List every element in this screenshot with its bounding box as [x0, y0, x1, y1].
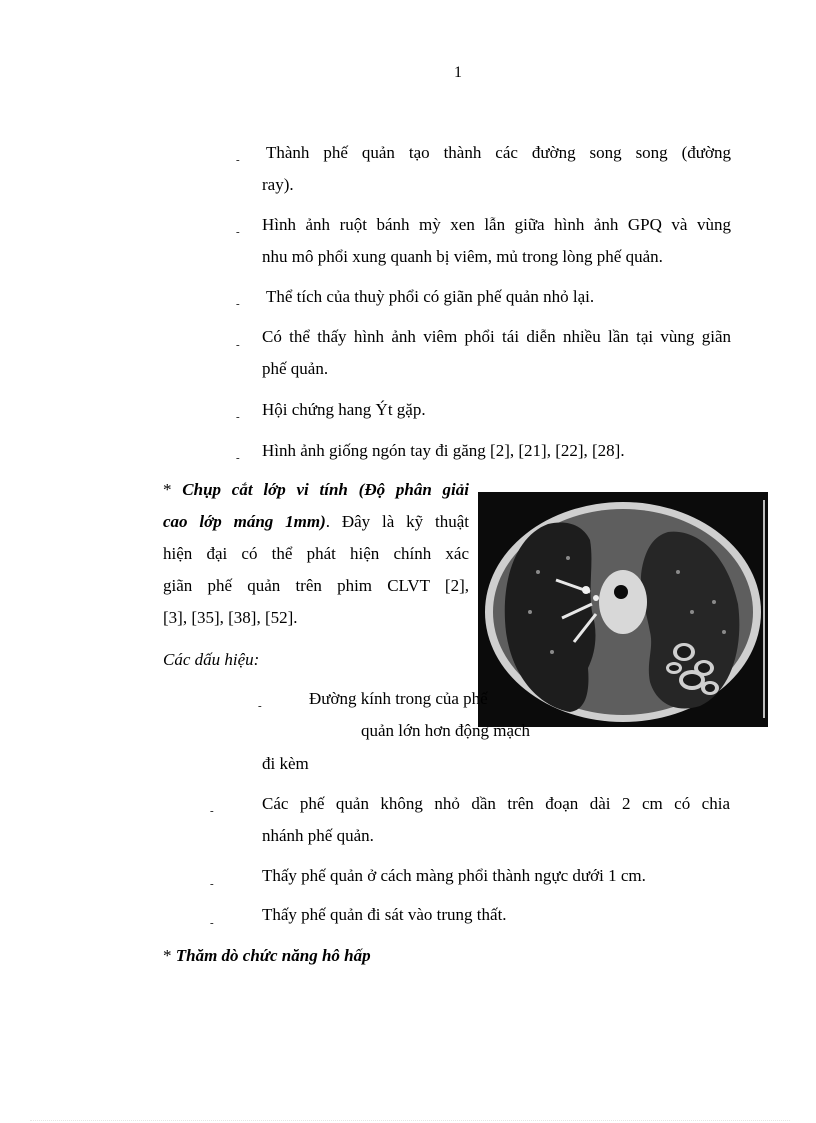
bullet-dash: -: [258, 700, 262, 712]
bullet-text-line: phế quản.: [262, 359, 329, 378]
bullet-text-line: Hội chứng hang Ýt gặp.: [262, 400, 426, 419]
bullet-text-line: nhu mô phổi xung quanh bị viêm, mủ trong lòng phế quản.: [262, 247, 663, 266]
sign-text-line: Thấy phế quản đi sát vào trung thất.: [262, 905, 507, 924]
sign-text-line: Thấy phế quản ở cách màng phổi thành ngực dưới 1 cm.: [262, 866, 646, 885]
bullet-dash: -: [236, 154, 240, 166]
hrct-heading-part2: cao lớp máng 1mm): [163, 512, 326, 531]
bullet-dash: -: [210, 805, 214, 817]
sign-text-line: quản lớn hơn động mạch: [361, 721, 531, 740]
bullet-dash: -: [236, 226, 240, 238]
bullet-text-line: Hình ảnh ruột bánh mỳ xen lẫn giữa hình ảnh GPQ và vùng: [262, 215, 731, 234]
bullet-text-line: ray).: [262, 175, 294, 194]
bullet-dash: -: [210, 878, 214, 890]
section-heading-text: Thăm dò chức năng hô hấp: [175, 946, 371, 965]
asterisk: *: [163, 946, 172, 965]
hrct-text-line: hiện đại có thể phát hiện chính xác: [163, 544, 469, 563]
bullet-dash: -: [236, 339, 240, 351]
sign-text-line: đi kèm: [262, 754, 309, 773]
section-heading: [163, 946, 371, 966]
sign-text-line: Đường kính trong của phế: [309, 689, 488, 708]
bullet-text-line: Thể tích của thuỳ phổi có giãn phế quản nhỏ lại.: [266, 287, 595, 306]
hrct-heading-line: [163, 480, 469, 500]
hrct-text-line: giãn phế quản trên phim CLVT [2],: [163, 576, 469, 595]
hrct-text-line: [163, 512, 469, 532]
asterisk: *: [163, 480, 172, 499]
bullet-dash: -: [236, 452, 240, 464]
page-number: 1: [454, 64, 462, 81]
hrct-text-rest: . Đây là kỹ thuật: [325, 512, 469, 531]
bullet-text-line: Hình ảnh giống ngón tay đi găng [2], [21], [22], [28].: [262, 441, 625, 460]
hrct-heading-part1: Chụp cắt lớp vi tính (Độ phân giải: [182, 480, 470, 499]
hrct-text-line: [3], [35], [38], [52].: [163, 608, 298, 627]
bullet-dash: -: [236, 298, 240, 310]
ct-scan-image: [478, 492, 768, 727]
sign-text-line: Các phế quản không nhỏ dần trên đoạn dài 2 cm có chia: [262, 794, 730, 813]
bottom-divider: [30, 1120, 790, 1121]
sign-text-line: nhánh phế quản.: [262, 826, 374, 845]
bullet-dash: -: [210, 917, 214, 929]
signs-label: Các dấu hiệu:: [163, 650, 260, 669]
bullet-text-line: Thành phế quản tạo thành các đường song song (đường: [266, 143, 731, 162]
bullet-text-line: Có thể thấy hình ảnh viêm phổi tái diễn nhiều lần tại vùng giãn: [262, 327, 731, 346]
bullet-dash: -: [236, 411, 240, 423]
